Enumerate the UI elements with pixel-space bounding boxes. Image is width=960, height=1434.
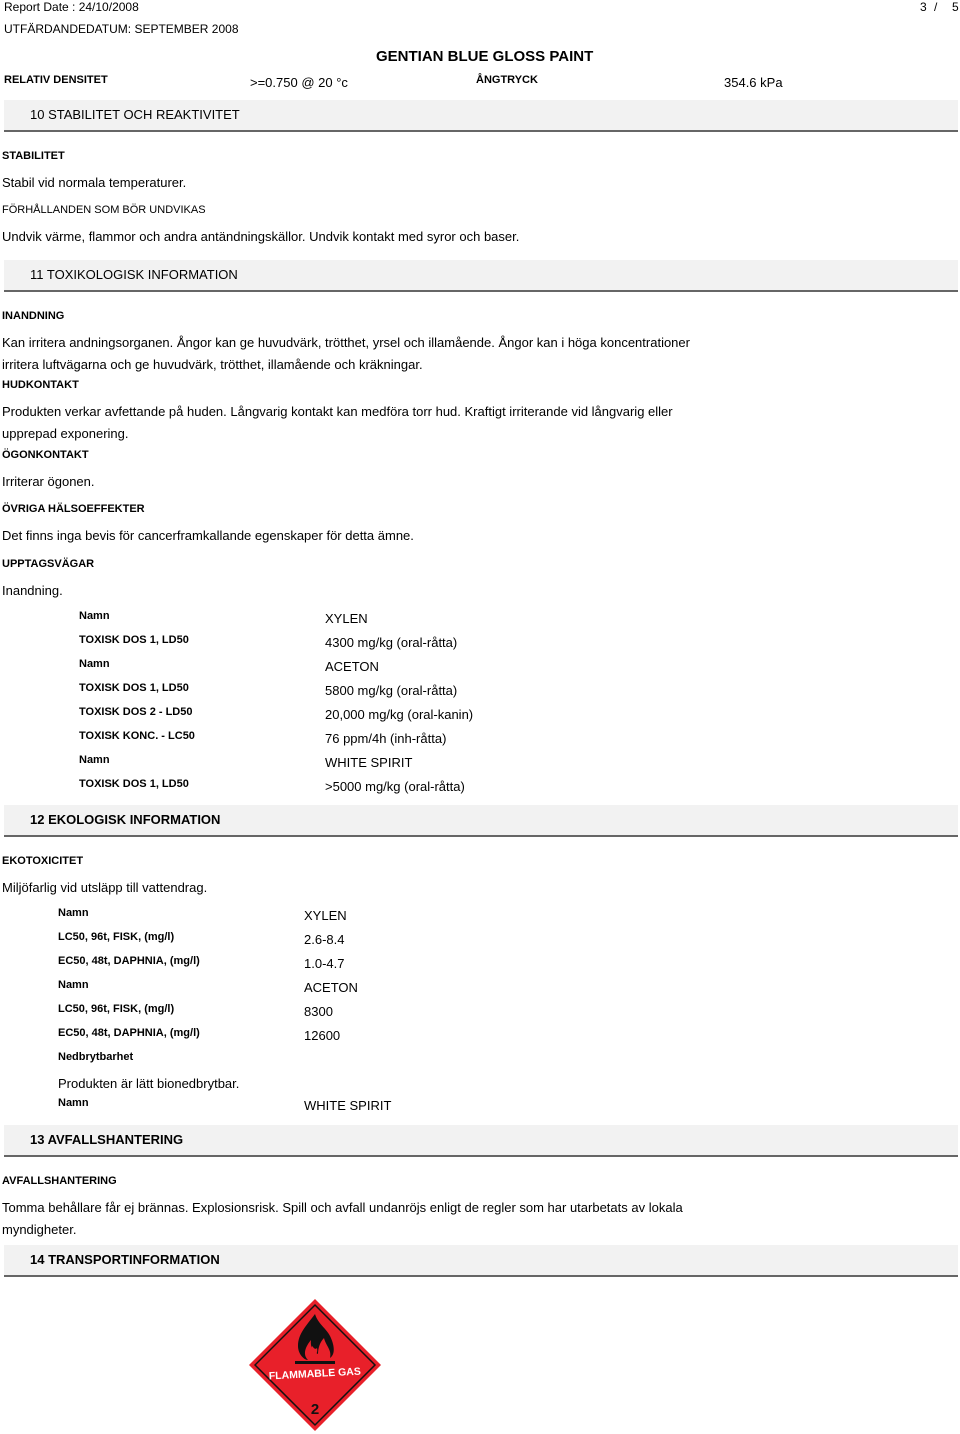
stability-text: Stabil vid normala temperaturer. [2,175,187,190]
other-health-effects-label: ÖVRIGA HÄLSOEFFEKTER [2,503,145,515]
skin-contact-text-line1: Produkten verkar avfettande på huden. Långvarig kontakt kan medföra torr hud. Kraftigt irriterande vid långvarig eller [2,404,673,419]
tox-row-label: Namn [79,754,110,766]
ecotoxicity-label: EKOTOXICITET [2,855,84,867]
stability-label: STABILITET [2,150,65,162]
degradability-label: Nedbrytbarhet [58,1051,134,1063]
tox-row-label: Namn [79,610,110,622]
section-11-title: 11 TOXIKOLOGISK INFORMATION [30,267,238,282]
other-health-effects-text: Det finns inga bevis för cancerframkallande egenskaper för detta ämne. [2,528,414,543]
section-12-title: 12 EKOLOGISK INFORMATION [30,812,221,827]
hazard-class-number: 2 [310,1401,320,1418]
conditions-to-avoid-label: FÖRHÅLLANDEN SOM BÖR UNDVIKAS [2,204,206,216]
degradability-text: Produkten är lätt bionedbrytbar. [58,1076,240,1091]
tox-row-value: 4300 mg/kg (oral-råtta) [325,635,458,650]
flammable-gas-hazard-label [248,1298,382,1432]
section-11-header [4,260,958,292]
section-13-title: 13 AVFALLSHANTERING [30,1132,184,1147]
eco-row-value: 1.0-4.7 [304,956,345,971]
section-13-header [4,1125,958,1157]
conditions-to-avoid-text: Undvik värme, flammor och andra antändningskällor. Undvik kontakt med syror och baser. [2,229,520,244]
routes-of-exposure-label: UPPTAGSVÄGAR [2,558,95,570]
tox-row-label: TOXISK KONC. - LC50 [79,730,195,742]
waste-disposal-text-line2: myndigheter. [2,1222,77,1237]
eye-contact-label: ÖGONKONTAKT [2,449,89,461]
eye-contact-text: Irriterar ögonen. [2,474,95,489]
eco-row-value: WHITE SPIRIT [304,1098,392,1113]
tox-row-label: TOXISK DOS 1, LD50 [79,682,189,694]
tox-row-label: TOXISK DOS 1, LD50 [79,778,189,790]
skin-contact-text-line2: upprepad exponering. [2,426,129,441]
ecotoxicity-text: Miljöfarlig vid utsläpp till vattendrag. [2,880,208,895]
tox-row-value: ACETON [325,659,379,674]
eco-row-label: EC50, 48t, DAPHNIA, (mg/l) [58,955,200,967]
eco-row-label: Namn [58,907,89,919]
tox-row-value: XYLEN [325,611,368,626]
section-14-title: 14 TRANSPORTINFORMATION [30,1252,220,1267]
vapour-pressure-label: ÅNGTRYCK [476,74,538,86]
eco-row-value: 8300 [304,1004,333,1019]
tox-row-value: 20,000 mg/kg (oral-kanin) [325,707,474,722]
vapour-pressure-value: 354.6 kPa [724,75,783,90]
tox-row-label: TOXISK DOS 1, LD50 [79,634,189,646]
inhalation-text-line2: irritera luftvägarna och ge huvudvärk, trötthet, illamående och kräkningar. [2,357,423,372]
section-10-title: 10 STABILITET OCH REAKTIVITET [30,107,240,122]
product-title: GENTIAN BLUE GLOSS PAINT [376,48,594,65]
tox-row-label: TOXISK DOS 2 - LD50 [79,706,193,718]
eco-row-label: LC50, 96t, FISK, (mg/l) [58,931,175,943]
report-date: Report Date : 24/10/2008 [4,0,139,14]
tox-row-value: 76 ppm/4h (inh-råtta) [325,731,447,746]
tox-row-value: >5000 mg/kg (oral-råtta) [325,779,465,794]
inhalation-text-line1: Kan irritera andningsorganen. Ångor kan ge huvudvärk, trötthet, yrsel och illamående. Ångor kan i höga koncentrationer [2,335,690,350]
page-total: 5 [952,0,959,14]
tox-row-value: WHITE SPIRIT [325,755,413,770]
inhalation-label: INANDNING [2,310,65,322]
waste-disposal-label: AVFALLSHANTERING [2,1175,117,1187]
eco-row-label: Namn [58,979,89,991]
waste-disposal-text-line1: Tomma behållare får ej brännas. Explosionsrisk. Spill och avfall undanröjs enligt de regler som har utarbetats av lokala [2,1200,683,1215]
tox-row-value: 5800 mg/kg (oral-råtta) [325,683,458,698]
eco-row-label: LC50, 96t, FISK, (mg/l) [58,1003,175,1015]
density-value: >=0.750 @ 20 °c [250,75,348,90]
eco-row-value: 12600 [304,1028,341,1043]
skin-contact-label: HUDKONTAKT [2,379,79,391]
density-label: RELATIV DENSITET [4,74,108,86]
page-separator: / [934,0,938,14]
eco-row-value: ACETON [304,980,358,995]
section-10-header [4,100,958,132]
eco-row-value: XYLEN [304,908,347,923]
revision-date: UTFÄRDANDEDATUM: SEPTEMBER 2008 [4,22,239,36]
page-current: 3 [920,0,927,14]
section-14-header [4,1245,958,1277]
eco-row-label: EC50, 48t, DAPHNIA, (mg/l) [58,1027,200,1039]
tox-row-label: Namn [79,658,110,670]
routes-of-exposure-text: Inandning. [2,583,63,598]
eco-row-label: Namn [58,1097,89,1109]
section-12-header [4,805,958,837]
hazard-label-text: FLAMMABLE GAS [268,1365,362,1383]
eco-row-value: 2.6-8.4 [304,932,345,947]
